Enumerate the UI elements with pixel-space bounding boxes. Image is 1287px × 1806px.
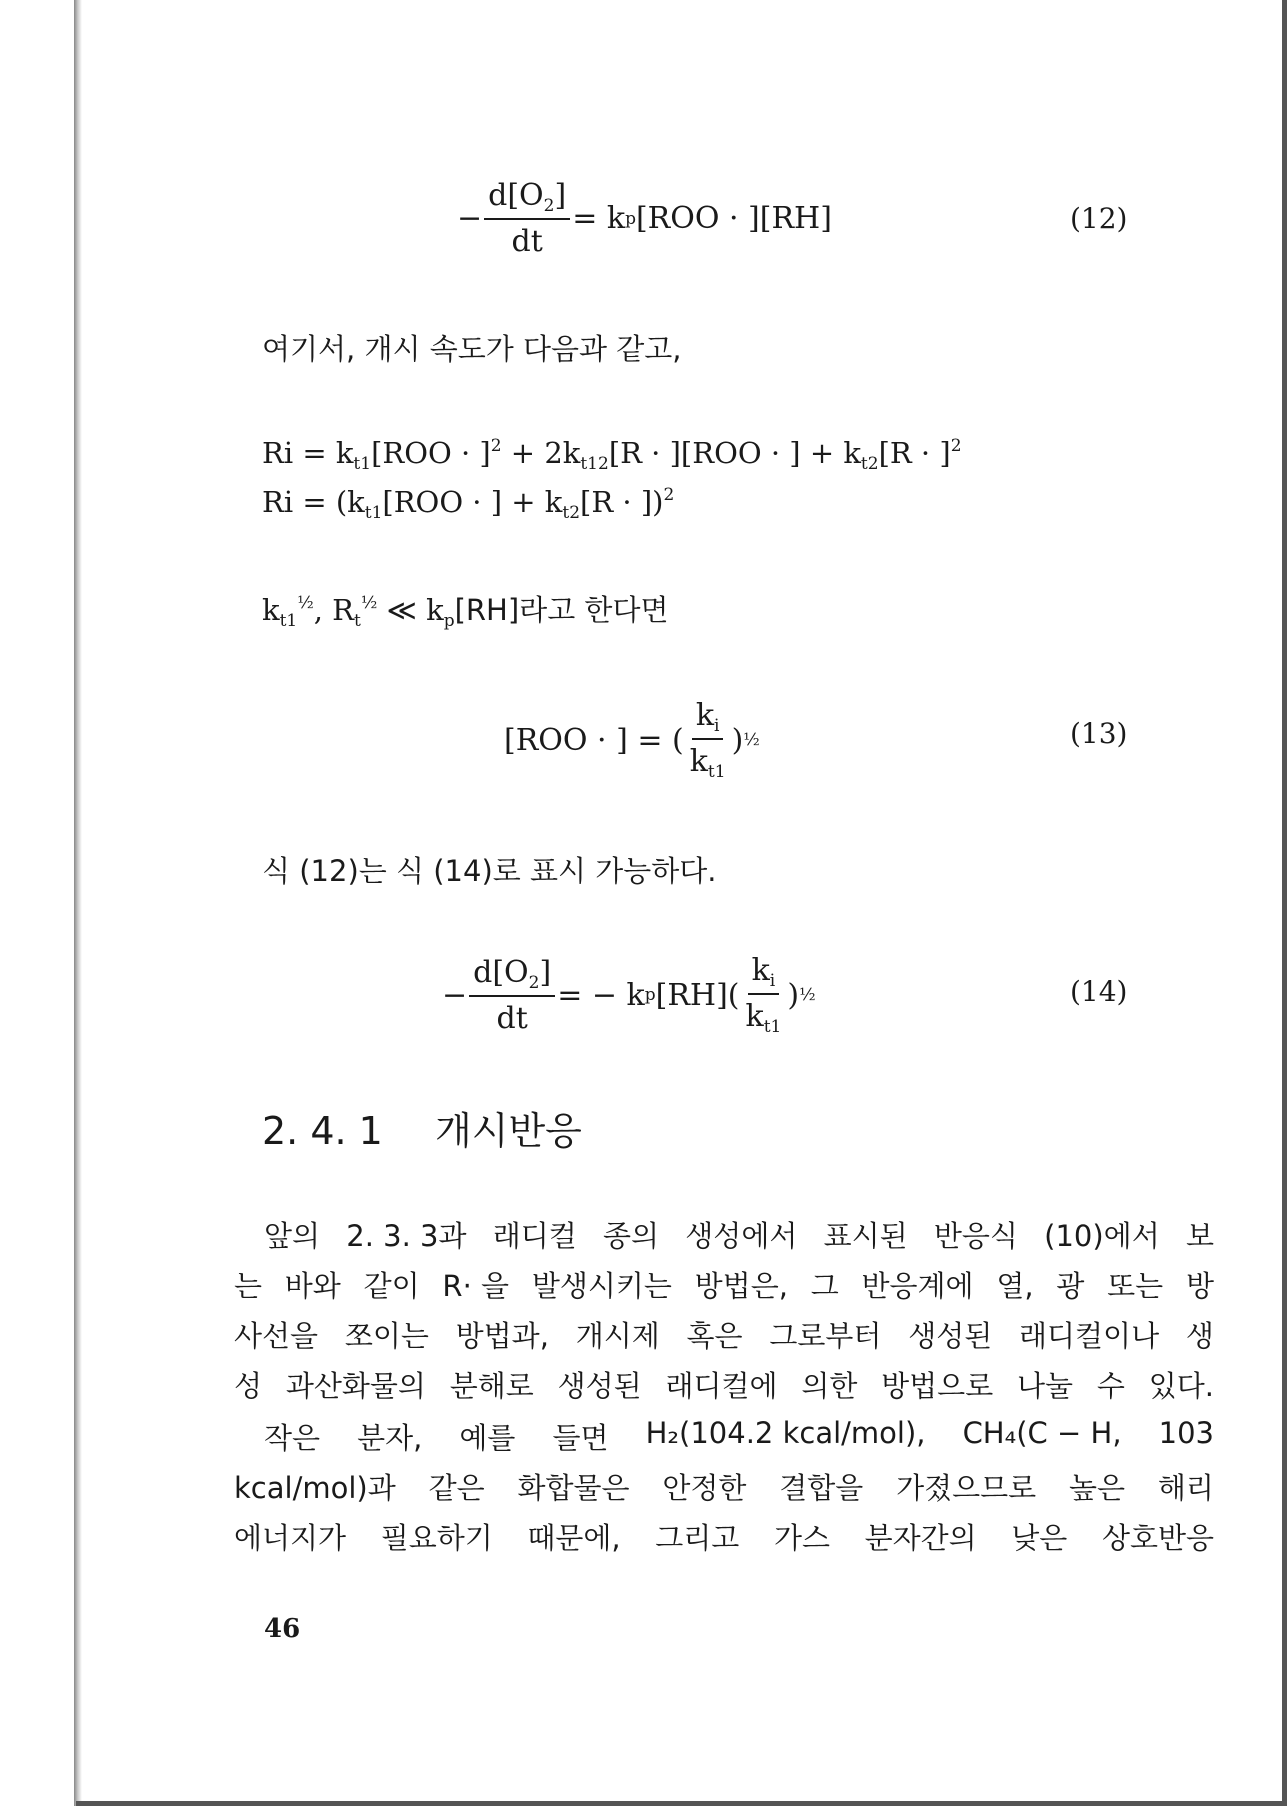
paragraph-word: (10)에서	[1044, 1219, 1160, 1253]
paragraph-word: 상호반응	[1101, 1521, 1214, 1555]
section-heading	[262, 1100, 582, 1155]
equation-number-13: (13)	[1070, 717, 1128, 750]
equation-number-12: (12)	[1070, 202, 1128, 235]
paragraph-word: 래디컬에	[665, 1369, 778, 1403]
paragraph-word: R· 을	[442, 1269, 510, 1303]
paragraph-word: 성	[234, 1369, 263, 1403]
paragraph-word: kcal/mol)과	[234, 1471, 396, 1505]
paragraph-word: 분자,	[357, 1421, 423, 1455]
page-edge-bottom	[76, 1801, 1287, 1806]
paragraph-word: 쪼이는	[344, 1319, 429, 1353]
paragraph-word: 표시된	[823, 1219, 908, 1253]
paragraph-word: 는	[234, 1269, 263, 1303]
paragraph-word: 생	[1185, 1319, 1214, 1353]
paragraph-line	[234, 1466, 1214, 1507]
fraction: $\frac{d[O_2]}{dt}$	[484, 178, 570, 259]
paragraph-word: H₂(104.2 kcal/mol),	[645, 1416, 926, 1450]
paragraph-word: 안정한	[662, 1471, 747, 1505]
paragraph-word: 작은	[264, 1421, 321, 1455]
page-number: 46	[264, 1614, 301, 1644]
paragraph-word: 의한	[801, 1369, 858, 1403]
ri-equation-1: $Ri = k_{t1}[ROO \cdot ]^2 + 2k_{t12}[R \cdot ][ROO$ · ] + $k_{t2}[R \cdot ]^2$	[262, 436, 962, 474]
paragraph-line	[264, 1416, 1214, 1457]
paragraph-word: 혹은	[686, 1319, 743, 1353]
paragraph-word: 광	[1056, 1269, 1085, 1303]
condition-line: $k_{t1}^{\frac{1}{2}}$, $R_t^{\frac{1}{2}}$ ≪ $k_p[RH]$라고 한다면	[262, 593, 669, 631]
equation-12: − $\frac{d[O_2]}{dt}$ = k p [ROO · ][RH]	[457, 178, 832, 259]
paragraph-word: 필요하기	[380, 1521, 493, 1555]
paragraph-word: 그리고	[655, 1521, 740, 1555]
paragraph-word: 수	[1096, 1369, 1125, 1403]
paragraph-word: 높은	[1069, 1471, 1126, 1505]
paragraph-word: 들면	[552, 1421, 609, 1455]
paragraph-word: 가졌으므로	[896, 1471, 1037, 1505]
paragraph-word: 가스	[773, 1521, 830, 1555]
paragraph-word: 생성된	[557, 1369, 642, 1403]
paragraph-word: 발생시키는	[531, 1269, 672, 1303]
paragraph-word: 앞의	[264, 1219, 321, 1253]
paragraph-word: 그로부터	[769, 1319, 882, 1353]
paragraph-word: 반응계에	[861, 1269, 974, 1303]
text-line: 여기서, 개시 속도가 다음과 같고,	[262, 332, 682, 366]
paragraph-word: 분자간의	[864, 1521, 977, 1555]
paragraph-word: 방법은,	[694, 1269, 788, 1303]
equation-number-14: (14)	[1070, 975, 1128, 1008]
paragraph-line	[234, 1516, 1214, 1557]
page-edge-right	[1282, 0, 1287, 1806]
fraction: $\frac{k_i}{k_{t1}}$	[689, 698, 726, 782]
paragraph-word: 결합을	[779, 1471, 864, 1505]
paragraph-line	[264, 1214, 1214, 1255]
page-binding-shadow	[74, 0, 82, 1806]
paragraph-word: 예를	[459, 1421, 516, 1455]
paragraph-word: 2. 3. 3과	[346, 1219, 467, 1253]
book-page	[82, 0, 1282, 1801]
paragraph-word: 반응식	[933, 1219, 1018, 1253]
paragraph-line	[234, 1364, 1214, 1405]
paragraph-word: 열,	[996, 1269, 1034, 1303]
section-title: 개시반응	[435, 1109, 582, 1153]
text-line: 식 (12)는 식 (14)로 표시 가능하다.	[262, 854, 717, 888]
paragraph-word: 분해로	[449, 1369, 534, 1403]
paragraph-word: 과산화물의	[285, 1369, 426, 1403]
paragraph-word: 그	[810, 1269, 839, 1303]
paragraph-word: 종의	[603, 1219, 660, 1253]
paragraph-word: 래디컬	[492, 1219, 577, 1253]
paragraph-word: 래디컬이나	[1019, 1319, 1160, 1353]
paragraph-word: 방	[1185, 1269, 1214, 1303]
equation-13: [ROO · ] = ( $\frac{k_i}{k_{t1}}$ ) ½	[504, 698, 760, 782]
ri-equation-2: $Ri = (k_{t1}[ROO$ · ] + $k_{t2}[R \cdot ])^2$	[262, 485, 675, 523]
section-number: 2. 4. 1	[262, 1109, 383, 1153]
paragraph-word: 같은	[428, 1471, 485, 1505]
paragraph-word: 사선을	[234, 1319, 319, 1353]
paragraph-word: 생성된	[908, 1319, 993, 1353]
paragraph-word: 낮은	[1011, 1521, 1068, 1555]
paragraph-word: 해리	[1157, 1471, 1214, 1505]
paragraph-word: 나눌	[1017, 1369, 1074, 1403]
paragraph-word: 보	[1185, 1219, 1214, 1253]
paragraph-word: 때문에,	[527, 1521, 621, 1555]
paragraph-word: 화합물은	[517, 1471, 630, 1505]
paragraph-word: 바와	[284, 1269, 341, 1303]
paragraph-word: 방법으로	[881, 1369, 994, 1403]
paragraph-word: 103	[1158, 1416, 1214, 1450]
paragraph-word: 있다.	[1148, 1369, 1214, 1403]
equation-14: − $\frac{d[O_2]}{dt}$ = − k p [RH]( $\frac{k_i}{k_{t1}}$ ) ½	[442, 953, 816, 1037]
fraction: $\frac{d[O_2]}{dt}$	[469, 955, 555, 1036]
paragraph-word: 또는	[1107, 1269, 1164, 1303]
paragraph-word: 개시제	[575, 1319, 660, 1353]
paragraph-line	[234, 1314, 1214, 1355]
fraction: $\frac{k_i}{k_{t1}}$	[745, 953, 782, 1037]
paragraph-line	[234, 1264, 1214, 1305]
paragraph-word: 방법과,	[455, 1319, 549, 1353]
paragraph-word: CH₄(C − H,	[962, 1416, 1122, 1450]
paragraph-word: 에너지가	[234, 1521, 347, 1555]
paragraph-word: 생성에서	[685, 1219, 798, 1253]
paragraph-word: 같이	[363, 1269, 420, 1303]
